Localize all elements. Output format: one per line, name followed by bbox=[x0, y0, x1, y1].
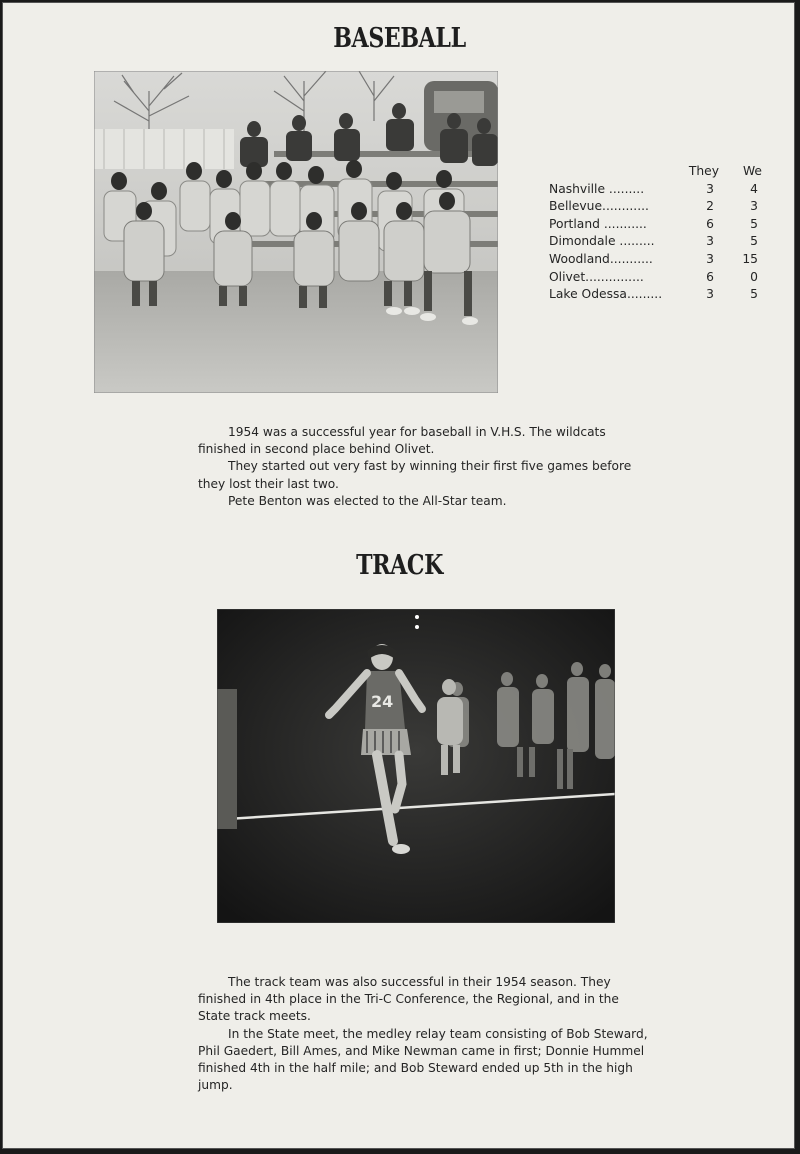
opponent-score: 6 bbox=[706, 269, 714, 284]
table-row bbox=[549, 251, 764, 269]
runner-number: 24 bbox=[371, 692, 394, 711]
table-row bbox=[549, 286, 764, 304]
paragraph: In the State meet, the medley relay team consisting of Bob Steward, Phil Gaedert, Bill Ames, and Mike Newman came in first; Donnie Hummel finished 4th in the half mile; and Bob Steward ended up 5th in the high jump. bbox=[198, 1026, 648, 1093]
team-score: 3 bbox=[750, 199, 758, 214]
score-table-header bbox=[549, 163, 764, 181]
opponent-score: 2 bbox=[706, 199, 714, 214]
column-header-we: We bbox=[742, 164, 762, 178]
team-score: 0 bbox=[750, 269, 758, 284]
team-score: 5 bbox=[750, 287, 758, 302]
opponent-name: Nashville ......... bbox=[549, 181, 645, 196]
paragraph: Pete Benton was elected to the All-Star team. bbox=[228, 493, 507, 508]
opponent-score: 6 bbox=[706, 216, 714, 231]
track-article bbox=[198, 974, 650, 1094]
yearbook-page bbox=[2, 2, 795, 1149]
team-score: 15 bbox=[742, 251, 758, 266]
table-row bbox=[549, 216, 764, 234]
team-score: 5 bbox=[750, 216, 758, 231]
baseball-team-photo bbox=[94, 71, 498, 393]
opponent-score: 3 bbox=[706, 234, 714, 249]
team-score: 4 bbox=[750, 181, 758, 196]
team-score: 5 bbox=[750, 234, 758, 249]
paragraph: 1954 was a successful year for baseball in V.H.S. The wildcats finished in second place behind Olivet. bbox=[198, 425, 606, 457]
baseball-article bbox=[198, 424, 650, 510]
paragraph: They started out very fast by winning their first five games before they lost their last two. bbox=[198, 459, 632, 491]
table-row bbox=[549, 181, 764, 199]
opponent-score: 3 bbox=[706, 181, 714, 196]
opponent-name: Olivet............... bbox=[549, 269, 644, 284]
track-heading: TRACK bbox=[356, 550, 443, 581]
baseball-heading: BASEBALL bbox=[333, 23, 466, 54]
opponent-name: Lake Odessa......... bbox=[549, 287, 663, 302]
table-row bbox=[549, 233, 764, 251]
baseball-score-table bbox=[549, 163, 764, 304]
column-header-they: They bbox=[688, 164, 719, 178]
track-runner-photo bbox=[217, 609, 615, 923]
table-row bbox=[549, 198, 764, 216]
paragraph: The track team was also successful in their 1954 season. They finished in 4th place in the Tri-C Conference, the Regional, and in the State track meets. bbox=[198, 975, 619, 1024]
table-row bbox=[549, 269, 764, 287]
opponent-score: 3 bbox=[706, 287, 714, 302]
opponent-name: Woodland........... bbox=[549, 251, 653, 266]
opponent-name: Bellevue............ bbox=[549, 199, 649, 214]
opponent-name: Dimondale ......... bbox=[549, 234, 655, 249]
opponent-name: Portland ........... bbox=[549, 216, 647, 231]
opponent-score: 3 bbox=[706, 251, 714, 266]
